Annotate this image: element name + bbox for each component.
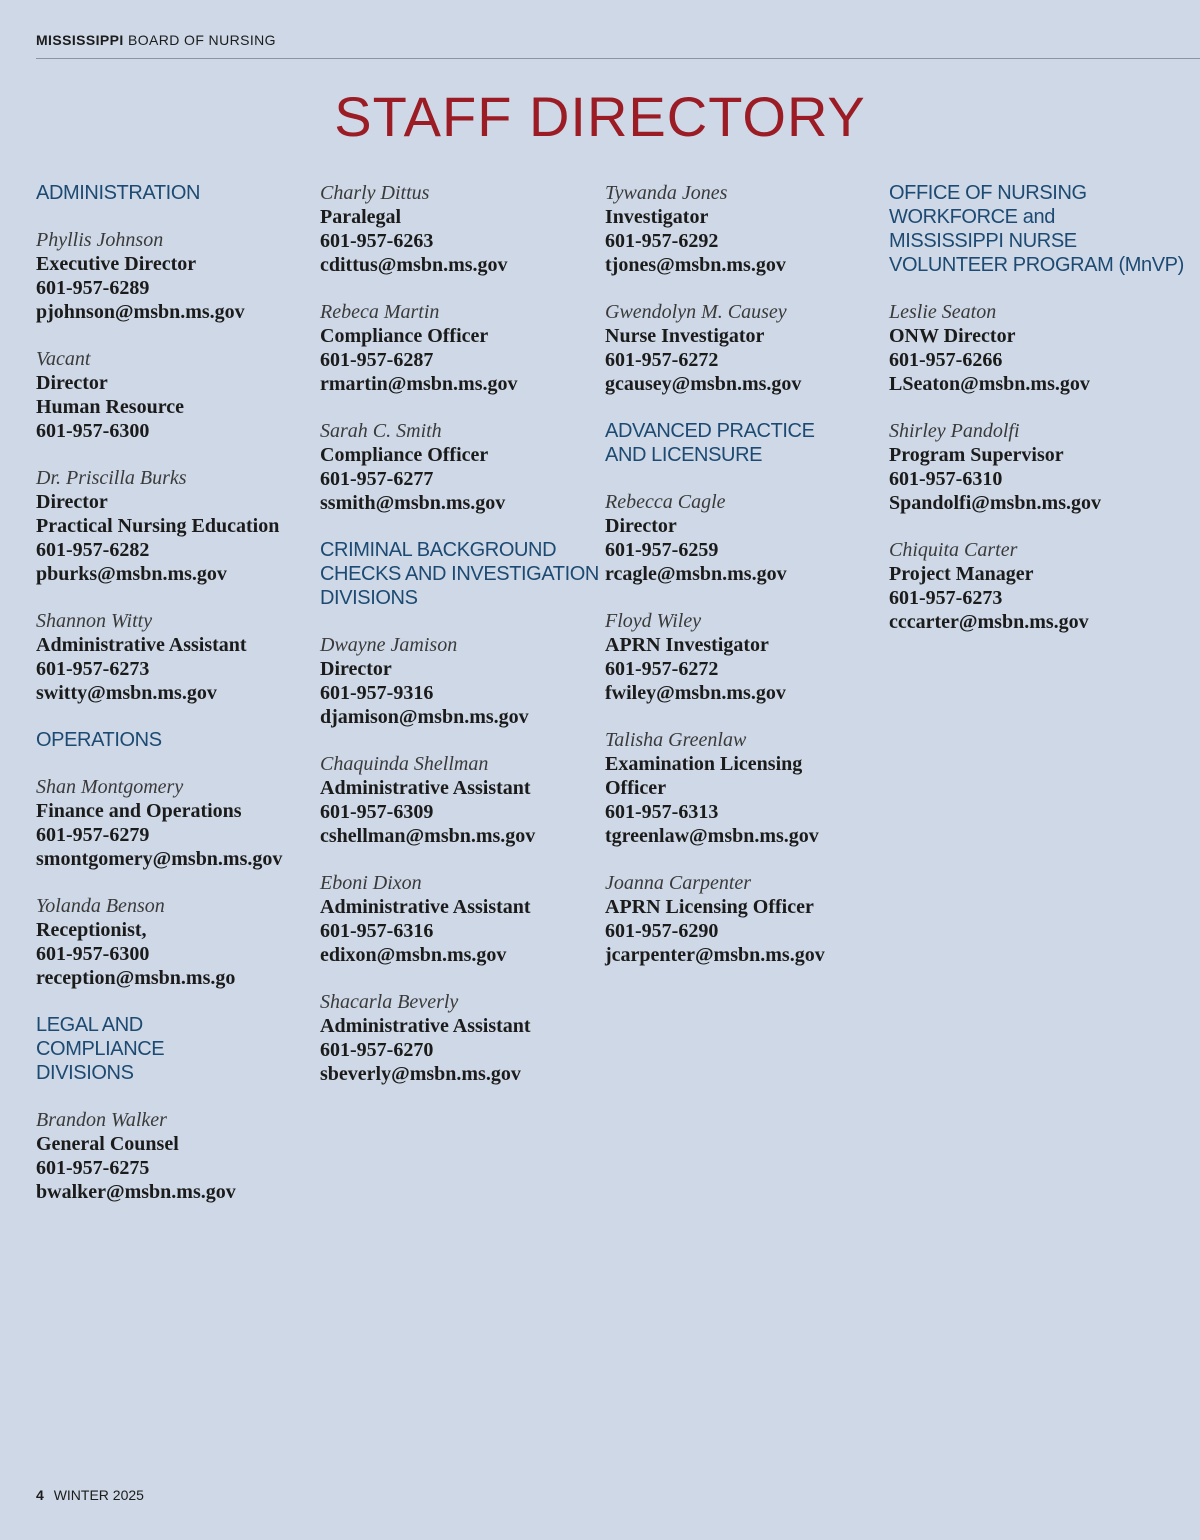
staff-name: Talisha Greenlaw — [605, 729, 747, 751]
staff-title: Administrative Assistant — [320, 1015, 531, 1037]
staff-title: APRN Investigator — [605, 634, 769, 656]
staff-email-link[interactable]: reception@msbn.ms.go — [36, 967, 236, 989]
staff-email-link[interactable]: Spandolfi@msbn.ms.gov — [889, 492, 1102, 514]
staff-phone: 601-957-6259 — [605, 539, 719, 561]
staff-title: Project Manager — [889, 563, 1034, 585]
staff-name: Gwendolyn M. Causey — [605, 301, 787, 323]
staff-name: Brandon Walker — [36, 1109, 167, 1131]
section-heading-line: DIVISIONS — [320, 587, 418, 609]
staff-phone: 601-957-6272 — [605, 658, 719, 680]
staff-phone: 601-957-6309 — [320, 801, 434, 823]
staff-title: Administrative Assistant — [320, 777, 531, 799]
directory-column-1 — [36, 181, 316, 1204]
staff-entry — [605, 181, 885, 277]
staff-email-link[interactable]: pburks@msbn.ms.gov — [36, 563, 227, 585]
section-heading — [36, 728, 316, 752]
staff-entry — [320, 633, 600, 729]
page-title: STAFF DIRECTORY — [334, 85, 866, 148]
staff-name: Eboni Dixon — [320, 872, 422, 894]
staff-name: Dr. Priscilla Burks — [36, 467, 187, 489]
staff-phone: 601-957-6263 — [320, 230, 434, 252]
masthead-org-name: MISSISSIPPI — [36, 32, 124, 48]
staff-title: Finance and Operations — [36, 800, 242, 822]
staff-title: General Counsel — [36, 1133, 179, 1155]
staff-phone: 601-957-6287 — [320, 349, 434, 371]
staff-name: Chiquita Carter — [889, 539, 1018, 561]
staff-email-link[interactable]: edixon@msbn.ms.gov — [320, 944, 507, 966]
staff-email-link[interactable]: cdittus@msbn.ms.gov — [320, 254, 508, 276]
section-heading-line: WORKFORCE and — [889, 206, 1055, 228]
section-heading — [36, 1013, 316, 1085]
staff-name: Phyllis Johnson — [36, 229, 164, 251]
staff-email-link[interactable]: cshellman@msbn.ms.gov — [320, 825, 536, 847]
staff-phone: 601-957-6310 — [889, 468, 1003, 490]
section-heading-line: MISSISSIPPI NURSE — [889, 230, 1077, 252]
staff-title: Officer — [605, 777, 667, 799]
staff-entry — [36, 775, 316, 871]
staff-email-link[interactable]: rmartin@msbn.ms.gov — [320, 373, 518, 395]
section-heading-line: COMPLIANCE — [36, 1038, 165, 1060]
staff-title: ONW Director — [889, 325, 1016, 347]
staff-email-link[interactable]: gcausey@msbn.ms.gov — [605, 373, 802, 395]
staff-name: Shirley Pandolfi — [889, 420, 1020, 442]
issue-label: WINTER 2025 — [53, 1487, 144, 1503]
staff-email-link[interactable]: pjohnson@msbn.ms.gov — [36, 301, 245, 323]
staff-phone: 601-957-6266 — [889, 349, 1003, 371]
directory-column-2 — [320, 181, 600, 1086]
staff-email-link[interactable]: ssmith@msbn.ms.gov — [320, 492, 506, 514]
staff-name: Rebecca Cagle — [605, 491, 726, 513]
staff-phone: 601-957-6279 — [36, 824, 150, 846]
staff-email-link[interactable]: bwalker@msbn.ms.gov — [36, 1181, 236, 1203]
staff-name: Leslie Seaton — [889, 301, 997, 323]
staff-email-link[interactable]: jcarpenter@msbn.ms.gov — [605, 944, 825, 966]
staff-phone: 601-957-6275 — [36, 1157, 150, 1179]
staff-entry — [36, 347, 316, 443]
staff-entry — [36, 466, 316, 586]
section-heading-line: AND LICENSURE — [605, 444, 763, 466]
staff-email-link[interactable]: LSeaton@msbn.ms.gov — [889, 373, 1090, 395]
staff-title: Director — [320, 658, 392, 680]
staff-phone: 601-957-6300 — [36, 943, 150, 965]
section-heading — [889, 181, 1189, 277]
staff-email-link[interactable]: rcagle@msbn.ms.gov — [605, 563, 787, 585]
staff-title: APRN Licensing Officer — [605, 896, 814, 918]
staff-phone: 601-957-6289 — [36, 277, 150, 299]
staff-email-link[interactable]: djamison@msbn.ms.gov — [320, 706, 529, 728]
staff-entry — [889, 300, 1189, 396]
section-heading-line: ADMINISTRATION — [36, 182, 201, 204]
section-heading-line: OPERATIONS — [36, 729, 162, 751]
section-heading — [320, 538, 600, 610]
section-heading — [36, 181, 316, 205]
staff-entry — [605, 609, 885, 705]
staff-title: Executive Director — [36, 253, 197, 275]
staff-title: Director — [605, 515, 677, 537]
section-heading-line: DIVISIONS — [36, 1062, 134, 1084]
staff-entry — [889, 538, 1189, 634]
staff-name: Shannon Witty — [36, 610, 153, 632]
staff-title: Compliance Officer — [320, 325, 489, 347]
section-heading-line: ADVANCED PRACTICE — [605, 420, 815, 442]
directory-column-4 — [889, 181, 1189, 634]
staff-email-link[interactable]: cccarter@msbn.ms.gov — [889, 611, 1089, 633]
staff-name: Vacant — [36, 348, 91, 370]
staff-phone: 601-957-6272 — [605, 349, 719, 371]
staff-title: Director — [36, 372, 108, 394]
staff-entry — [320, 181, 600, 277]
staff-entry — [36, 1108, 316, 1204]
staff-name: Joanna Carpenter — [605, 872, 752, 894]
staff-entry — [36, 228, 316, 324]
staff-email-link[interactable]: sbeverly@msbn.ms.gov — [320, 1063, 521, 1085]
staff-name: Floyd Wiley — [605, 610, 702, 632]
staff-entry — [605, 728, 885, 848]
staff-entry — [605, 490, 885, 586]
staff-title: Human Resource — [36, 396, 184, 418]
staff-name: Chaquinda Shellman — [320, 753, 489, 775]
staff-title: Investigator — [605, 206, 709, 228]
section-heading — [605, 419, 885, 467]
staff-title: Nurse Investigator — [605, 325, 765, 347]
staff-entry — [36, 609, 316, 705]
staff-entry — [36, 894, 316, 990]
staff-phone: 601-957-9316 — [320, 682, 434, 704]
staff-email-link[interactable]: switty@msbn.ms.gov — [36, 682, 217, 704]
section-heading-line: CHECKS AND INVESTIGATION — [320, 563, 599, 585]
staff-email-link[interactable]: smontgomery@msbn.ms.gov — [36, 848, 283, 870]
staff-phone: 601-957-6282 — [36, 539, 150, 561]
staff-phone: 601-957-6273 — [36, 658, 150, 680]
staff-name: Dwayne Jamison — [320, 634, 458, 656]
staff-email-link[interactable]: fwiley@msbn.ms.gov — [605, 682, 786, 704]
staff-entry — [320, 990, 600, 1086]
staff-title: Receptionist, — [36, 919, 147, 941]
staff-name: Sarah C. Smith — [320, 420, 442, 442]
staff-phone: 601-957-6313 — [605, 801, 719, 823]
staff-entry — [320, 752, 600, 848]
staff-entry — [320, 419, 600, 515]
masthead-org-subtitle: BOARD OF NURSING — [127, 32, 276, 48]
staff-title: Compliance Officer — [320, 444, 489, 466]
staff-name: Rebeca Martin — [320, 301, 440, 323]
staff-title: Paralegal — [320, 206, 402, 228]
section-heading-line: OFFICE OF NURSING — [889, 182, 1087, 204]
staff-title: Administrative Assistant — [320, 896, 531, 918]
staff-title: Administrative Assistant — [36, 634, 247, 656]
page-number: 4 — [36, 1487, 44, 1503]
staff-title: Practical Nursing Education — [36, 515, 280, 537]
staff-phone: 601-957-6273 — [889, 587, 1003, 609]
staff-title: Program Supervisor — [889, 444, 1064, 466]
staff-entry — [320, 300, 600, 396]
staff-phone: 601-957-6270 — [320, 1039, 434, 1061]
staff-email-link[interactable]: tjones@msbn.ms.gov — [605, 254, 786, 276]
staff-entry — [889, 419, 1189, 515]
directory-column-3 — [605, 181, 885, 967]
page-footer — [36, 1487, 144, 1503]
staff-name: Tywanda Jones — [605, 182, 728, 204]
staff-entry — [605, 871, 885, 967]
staff-phone: 601-957-6316 — [320, 920, 434, 942]
staff-title: Examination Licensing — [605, 753, 803, 775]
staff-phone: 601-957-6292 — [605, 230, 719, 252]
section-heading-line: LEGAL AND — [36, 1014, 143, 1036]
masthead — [36, 32, 1200, 59]
section-heading-line: CRIMINAL BACKGROUND — [320, 539, 557, 561]
staff-entry — [605, 300, 885, 396]
staff-title: Director — [36, 491, 108, 513]
staff-name: Charly Dittus — [320, 182, 430, 204]
staff-name: Yolanda Benson — [36, 895, 165, 917]
section-heading-line: VOLUNTEER PROGRAM (MnVP) — [889, 254, 1184, 276]
staff-phone: 601-957-6277 — [320, 468, 434, 490]
staff-phone: 601-957-6290 — [605, 920, 719, 942]
staff-phone: 601-957-6300 — [36, 420, 150, 442]
staff-name: Shan Montgomery — [36, 776, 184, 798]
staff-email-link[interactable]: tgreenlaw@msbn.ms.gov — [605, 825, 819, 847]
staff-entry — [320, 871, 600, 967]
staff-name: Shacarla Beverly — [320, 991, 459, 1013]
